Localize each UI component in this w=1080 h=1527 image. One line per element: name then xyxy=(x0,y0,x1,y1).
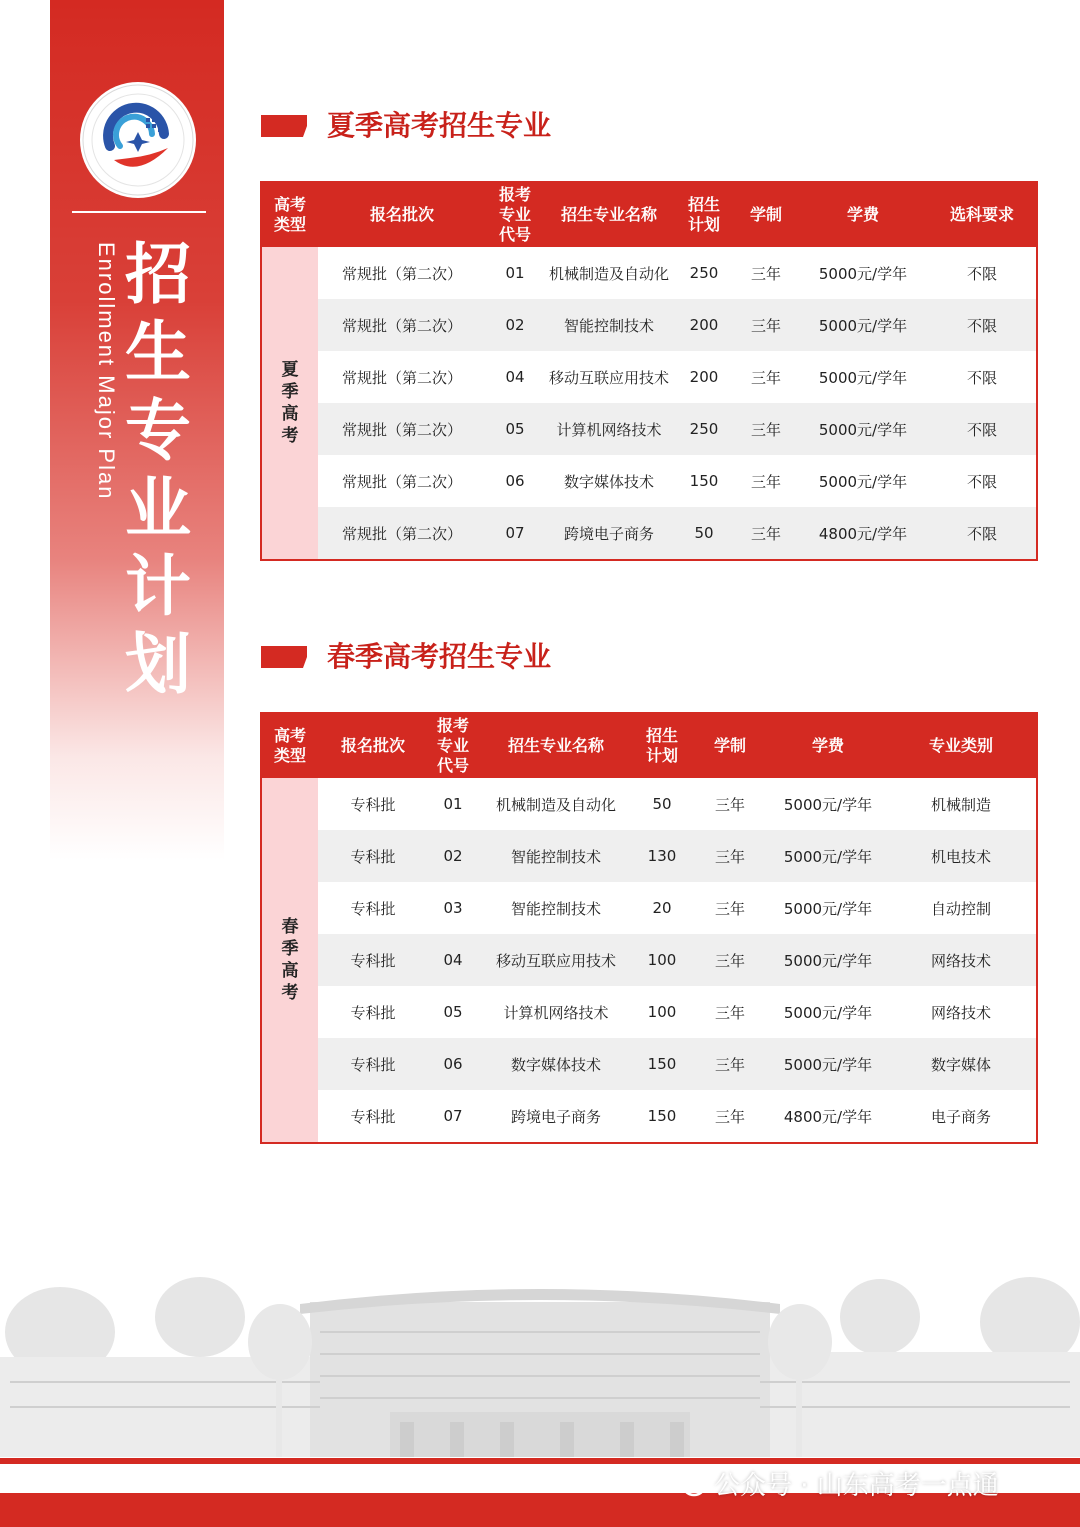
exam-type-cell xyxy=(262,778,318,1142)
wechat-icon xyxy=(670,1468,706,1498)
cell-years: 三年 xyxy=(734,507,798,559)
cell-plan: 100 xyxy=(634,934,690,986)
cell-code: 03 xyxy=(443,899,463,917)
cell-req: 自动控制 xyxy=(930,899,991,918)
cell-req: 电子商务 xyxy=(930,1107,991,1126)
cell-plan: 200 xyxy=(689,368,719,386)
cell-major: 机械制造及自动化 xyxy=(548,264,669,283)
header-code: 报考 专业 代号 xyxy=(428,714,478,778)
cell-years: 三年 xyxy=(714,899,745,918)
cell-years: 三年 xyxy=(750,264,781,283)
cell-plan: 250 xyxy=(689,264,719,282)
cell-fee: 5000元/学年 xyxy=(770,830,886,882)
cell-code: 04 xyxy=(505,368,525,386)
cell-major: 移动互联应用技术 xyxy=(478,934,634,986)
summer-table-body xyxy=(262,247,1036,559)
cell-batch: 常规批（第二次） xyxy=(318,299,486,351)
cell-major: 智能控制技术 xyxy=(544,299,674,351)
side-title-char: 计 xyxy=(125,548,191,625)
header-major: 招生专业名称 xyxy=(478,714,634,778)
cell-fee: 5000元/学年 xyxy=(770,1038,886,1090)
cell-major: 数字媒体技术 xyxy=(563,472,654,491)
spring-table-body xyxy=(262,778,1036,1142)
wechat-watermark xyxy=(670,1464,999,1502)
table-row xyxy=(262,247,1036,299)
cell-req: 不限 xyxy=(966,472,997,491)
header-plan: 招生 计划 xyxy=(674,183,734,247)
cell-batch: 常规批（第二次） xyxy=(318,403,486,455)
cell-plan: 200 xyxy=(674,299,734,351)
cell-major: 机械制造及自动化 xyxy=(495,795,616,814)
cell-fee: 5000元/学年 xyxy=(798,403,928,455)
cell-req: 不限 xyxy=(966,368,997,387)
cell-req: 不限 xyxy=(928,507,1036,559)
header-major: 招生专业名称 xyxy=(544,183,674,247)
cell-batch: 专科批 xyxy=(318,830,428,882)
header-plan: 招生 计划 xyxy=(634,714,690,778)
cell-req: 机械制造 xyxy=(930,795,991,814)
cell-years: 三年 xyxy=(734,403,798,455)
cell-fee: 4800元/学年 xyxy=(798,507,928,559)
cell-req: 机电技术 xyxy=(886,830,1036,882)
cell-major: 智能控制技术 xyxy=(478,830,634,882)
side-english-title: Enrollment Major Plan xyxy=(94,242,119,501)
cell-plan: 20 xyxy=(652,899,672,917)
table-row xyxy=(262,299,1036,351)
table-row xyxy=(262,455,1036,507)
header-exam-type: 高考 类型 xyxy=(262,714,318,778)
header-batch: 报名批次 xyxy=(318,714,428,778)
cell-major: 跨境电子商务 xyxy=(510,1107,601,1126)
table-row xyxy=(262,507,1036,559)
summer-header-row xyxy=(262,183,1036,247)
cell-plan: 50 xyxy=(674,507,734,559)
table-row xyxy=(262,830,1036,882)
cell-req: 网络技术 xyxy=(930,1003,991,1022)
header-code: 报考 专业 代号 xyxy=(486,183,544,247)
table-row xyxy=(262,778,1036,830)
cell-years: 三年 xyxy=(690,830,770,882)
cell-plan: 150 xyxy=(689,472,719,490)
cell-years: 三年 xyxy=(714,1107,745,1126)
header-batch: 报名批次 xyxy=(318,183,486,247)
cell-fee: 5000元/学年 xyxy=(818,472,908,491)
side-title-char: 业 xyxy=(125,470,191,547)
cell-req: 网络技术 xyxy=(886,934,1036,986)
cell-code: 07 xyxy=(443,1107,463,1125)
exam-type-cell xyxy=(262,247,318,559)
side-title-char: 招 xyxy=(125,236,191,313)
cell-batch: 专科批 xyxy=(350,899,396,918)
cell-major: 跨境电子商务 xyxy=(544,507,674,559)
cell-code: 02 xyxy=(486,299,544,351)
cell-years: 三年 xyxy=(750,472,781,491)
header-years: 学制 xyxy=(690,714,770,778)
cell-major: 移动互联应用技术 xyxy=(548,368,669,387)
spring-header-row xyxy=(262,714,1036,778)
header-fee: 学费 xyxy=(770,714,886,778)
table-row xyxy=(262,934,1036,986)
exam-type-char: 考 xyxy=(281,426,299,446)
header-years: 学制 xyxy=(734,183,798,247)
cell-batch: 常规批（第二次） xyxy=(318,507,486,559)
side-title-char: 生 xyxy=(125,314,191,391)
table-row xyxy=(262,1090,1036,1142)
college-logo-graphic xyxy=(80,82,196,198)
cell-plan: 250 xyxy=(674,403,734,455)
cell-years: 三年 xyxy=(714,1003,745,1022)
cell-plan: 100 xyxy=(647,1003,677,1021)
spring-table xyxy=(260,712,1038,1144)
cell-req: 不限 xyxy=(928,299,1036,351)
cell-batch: 专科批 xyxy=(318,1038,428,1090)
table-row xyxy=(262,351,1036,403)
exam-type-char: 季 xyxy=(281,382,299,402)
side-divider xyxy=(72,211,206,213)
cell-code: 06 xyxy=(428,1038,478,1090)
watermark-text: 公众号 · 山东高考一点通 xyxy=(714,1470,999,1501)
cell-plan: 50 xyxy=(652,795,672,813)
spring-section-title: 春季高考招生专业 xyxy=(327,640,552,673)
cell-fee: 5000元/学年 xyxy=(798,299,928,351)
cell-req: 不限 xyxy=(966,264,997,283)
exam-type-char: 季 xyxy=(281,939,299,959)
cell-req: 数字媒体 xyxy=(886,1038,1036,1090)
cell-major: 智能控制技术 xyxy=(510,899,601,918)
cell-years: 三年 xyxy=(690,1038,770,1090)
cell-plan: 150 xyxy=(634,1038,690,1090)
table-row xyxy=(262,986,1036,1038)
cell-code: 07 xyxy=(486,507,544,559)
table-row xyxy=(262,882,1036,934)
summer-table xyxy=(260,181,1038,561)
cell-major: 计算机网络技术 xyxy=(544,403,674,455)
cell-major: 计算机网络技术 xyxy=(503,1003,609,1022)
cell-fee: 5000元/学年 xyxy=(818,264,908,283)
section-marker xyxy=(261,646,307,668)
cell-years: 三年 xyxy=(734,299,798,351)
exam-type-char: 高 xyxy=(281,961,299,981)
cell-fee: 5000元/学年 xyxy=(783,795,873,814)
cell-fee: 4800元/学年 xyxy=(783,1107,873,1126)
cell-req: 不限 xyxy=(928,403,1036,455)
header-requirement: 选科要求 xyxy=(928,183,1036,247)
cell-code: 04 xyxy=(428,934,478,986)
exam-type-char: 夏 xyxy=(281,360,299,380)
cell-code: 06 xyxy=(505,472,525,490)
exam-type-char: 春 xyxy=(281,917,299,937)
cell-plan: 130 xyxy=(634,830,690,882)
cell-years: 三年 xyxy=(714,795,745,814)
cell-years: 三年 xyxy=(690,934,770,986)
cell-code: 01 xyxy=(443,795,463,813)
side-title-char: 专 xyxy=(125,392,191,469)
cell-fee: 5000元/学年 xyxy=(770,934,886,986)
summer-section-title: 夏季高考招生专业 xyxy=(327,109,552,142)
cell-code: 05 xyxy=(443,1003,463,1021)
campus-building-illustration xyxy=(0,1262,1080,1462)
cell-code: 05 xyxy=(486,403,544,455)
cell-fee: 5000元/学年 xyxy=(818,368,908,387)
cell-batch: 专科批 xyxy=(350,795,396,814)
college-logo xyxy=(80,82,196,198)
header-exam-type: 高考 类型 xyxy=(262,183,318,247)
cell-plan: 150 xyxy=(647,1107,677,1125)
cell-code: 01 xyxy=(505,264,525,282)
cell-batch: 常规批（第二次） xyxy=(341,264,462,283)
cell-years: 三年 xyxy=(750,368,781,387)
side-title-char: 划 xyxy=(125,626,191,703)
exam-type-char: 高 xyxy=(281,404,299,424)
table-row xyxy=(262,403,1036,455)
header-category: 专业类别 xyxy=(886,714,1036,778)
section-marker xyxy=(261,115,307,137)
header-fee: 学费 xyxy=(798,183,928,247)
table-row xyxy=(262,1038,1036,1090)
cell-fee: 5000元/学年 xyxy=(783,1003,873,1022)
cell-batch: 常规批（第二次） xyxy=(341,472,462,491)
cell-batch: 专科批 xyxy=(350,1107,396,1126)
cell-batch: 常规批（第二次） xyxy=(341,368,462,387)
cell-code: 02 xyxy=(428,830,478,882)
cell-major: 数字媒体技术 xyxy=(478,1038,634,1090)
side-chinese-title xyxy=(122,236,194,704)
exam-type-char: 考 xyxy=(281,983,299,1003)
cell-batch: 专科批 xyxy=(350,1003,396,1022)
cell-fee: 5000元/学年 xyxy=(783,899,873,918)
cell-batch: 专科批 xyxy=(318,934,428,986)
